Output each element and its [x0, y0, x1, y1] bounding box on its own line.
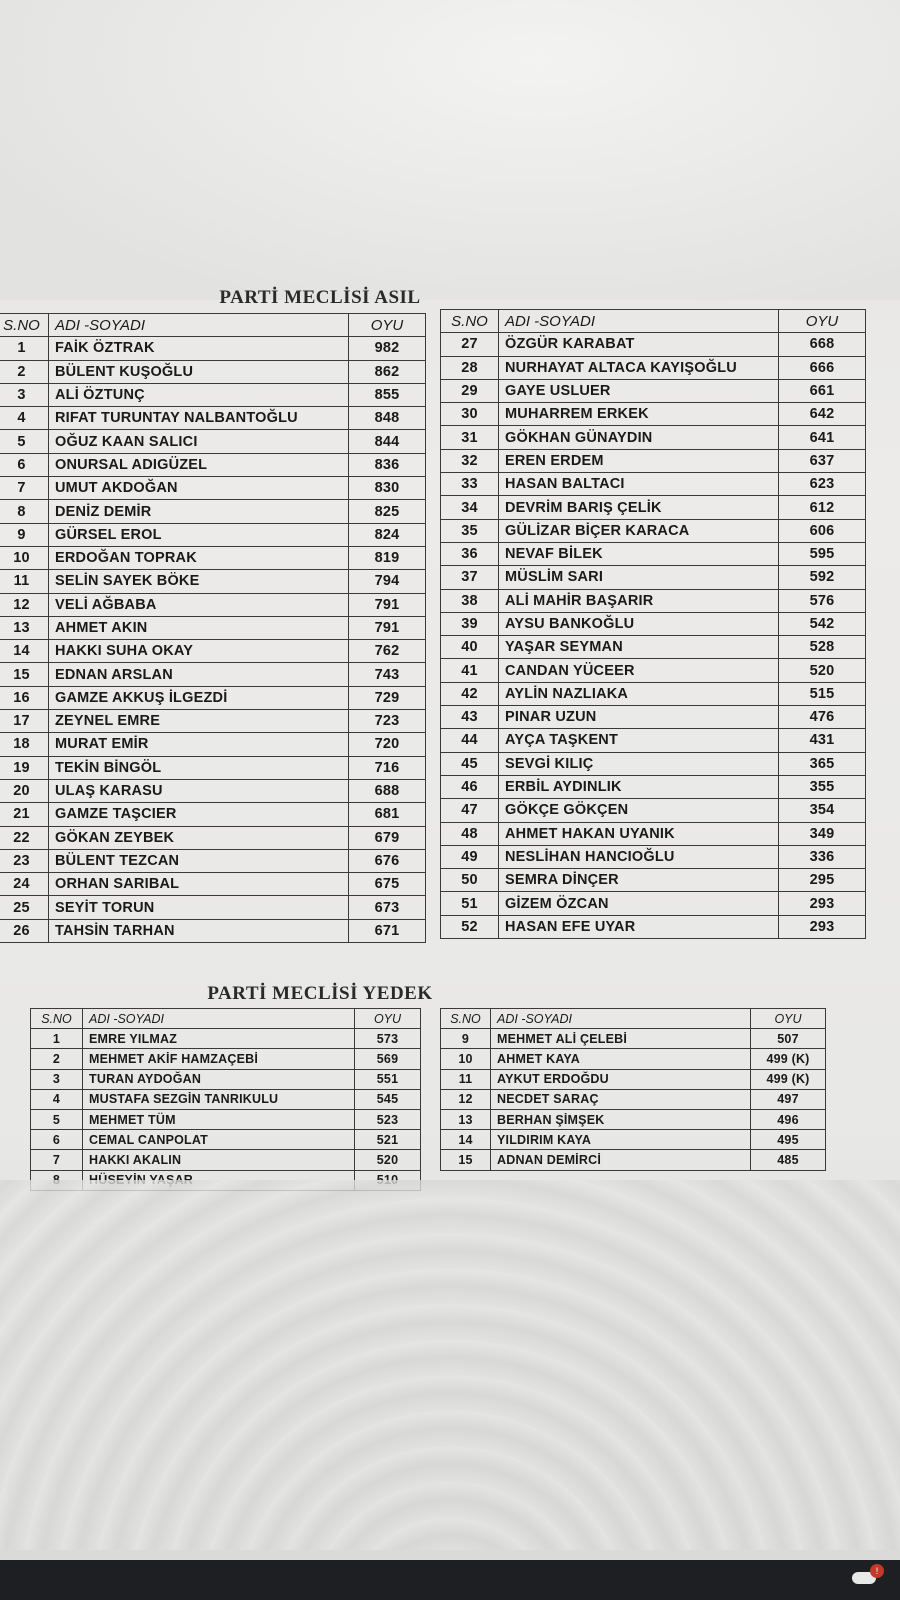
cell-votes: 497	[751, 1089, 826, 1109]
cell-name: HASAN EFE UYAR	[499, 915, 779, 938]
cell-no: 15	[441, 1150, 491, 1170]
table-row	[441, 1029, 826, 1049]
cell-votes: 830	[349, 477, 426, 500]
cell-name: GAMZE TAŞCIER	[49, 803, 349, 826]
table-row	[31, 1069, 421, 1089]
table-row	[0, 686, 426, 709]
cell-no: 10	[441, 1049, 491, 1069]
table-row	[31, 1130, 421, 1150]
cell-no: 34	[441, 496, 499, 519]
table-row	[0, 477, 426, 500]
cell-no: 27	[441, 333, 499, 356]
cell-votes: 365	[779, 752, 866, 775]
yedek-table-left	[30, 1008, 421, 1191]
cell-votes: 476	[779, 706, 866, 729]
table-row	[441, 496, 866, 519]
table-body	[441, 1029, 826, 1170]
cell-name: GİZEM ÖZCAN	[499, 892, 779, 915]
header-no: S.NO	[441, 310, 499, 333]
table-body	[441, 333, 866, 939]
table-row	[441, 426, 866, 449]
table-body	[31, 1029, 421, 1191]
table-row	[441, 1150, 826, 1170]
asil-title: PARTİ MECLİSİ ASIL	[219, 287, 421, 308]
cell-name: GÖKHAN GÜNAYDIN	[499, 426, 779, 449]
table-row	[441, 752, 866, 775]
cell-votes: 720	[349, 733, 426, 756]
table-row	[0, 430, 426, 453]
table-row	[31, 1029, 421, 1049]
table-row	[441, 333, 866, 356]
cell-name: GÜRSEL EROL	[49, 523, 349, 546]
cell-name: AYÇA TAŞKENT	[499, 729, 779, 752]
cell-name: TURAN AYDOĞAN	[83, 1069, 355, 1089]
table-row	[441, 612, 866, 635]
cell-no: 2	[31, 1049, 83, 1069]
cell-votes: 681	[349, 803, 426, 826]
cell-name: DEVRİM BARIŞ ÇELİK	[499, 496, 779, 519]
cell-name: SEVGİ KILIÇ	[499, 752, 779, 775]
table-row	[441, 706, 866, 729]
table-row	[0, 640, 426, 663]
cell-name: MURAT EMİR	[49, 733, 349, 756]
table-header-row	[441, 1009, 826, 1029]
cell-name: VELİ AĞBABA	[49, 593, 349, 616]
cell-no: 47	[441, 799, 499, 822]
cell-no: 4	[0, 407, 49, 430]
cell-votes: 982	[349, 337, 426, 360]
asil-table-right	[440, 309, 866, 939]
cell-no: 38	[441, 589, 499, 612]
table-row	[0, 733, 426, 756]
cell-name: MUSTAFA SEZGİN TANRIKULU	[83, 1089, 355, 1109]
cell-votes: 293	[779, 892, 866, 915]
cell-name: EMRE YILMAZ	[83, 1029, 355, 1049]
notification-badge: !	[870, 1564, 884, 1578]
cell-votes: 794	[349, 570, 426, 593]
cell-no: 11	[0, 570, 49, 593]
cell-no: 21	[0, 803, 49, 826]
cell-name: HAKKI SUHA OKAY	[49, 640, 349, 663]
cell-no: 29	[441, 379, 499, 402]
cell-no: 10	[0, 546, 49, 569]
cell-name: GAYE USLUER	[499, 379, 779, 402]
cell-no: 16	[0, 686, 49, 709]
table-row	[0, 337, 426, 360]
cell-no: 31	[441, 426, 499, 449]
table-row	[441, 1109, 826, 1129]
table-row	[0, 826, 426, 849]
cell-no: 41	[441, 659, 499, 682]
header-name: ADI -SOYADI	[49, 314, 349, 337]
cell-no: 17	[0, 710, 49, 733]
cell-name: SEMRA DİNÇER	[499, 869, 779, 892]
cell-no: 39	[441, 612, 499, 635]
cell-votes: 679	[349, 826, 426, 849]
cell-no: 40	[441, 636, 499, 659]
header-no: S.NO	[31, 1009, 83, 1029]
cell-votes: 499 (K)	[751, 1069, 826, 1089]
cell-votes: 836	[349, 453, 426, 476]
cell-name: DENİZ DEMİR	[49, 500, 349, 523]
cell-name: GÖKAN ZEYBEK	[49, 826, 349, 849]
cell-no: 1	[31, 1029, 83, 1049]
cell-votes: 336	[779, 845, 866, 868]
cell-name: ORHAN SARIBAL	[49, 873, 349, 896]
cell-votes: 729	[349, 686, 426, 709]
yedek-table-right	[440, 1008, 826, 1171]
cell-votes: 666	[779, 356, 866, 379]
table-row	[31, 1109, 421, 1129]
cell-name: NURHAYAT ALTACA KAYIŞOĞLU	[499, 356, 779, 379]
table-row	[441, 473, 866, 496]
cell-votes: 592	[779, 566, 866, 589]
header-votes: OYU	[349, 314, 426, 337]
cell-no: 14	[0, 640, 49, 663]
cell-votes: 791	[349, 593, 426, 616]
cell-votes: 642	[779, 403, 866, 426]
cell-no: 22	[0, 826, 49, 849]
header-name: ADI -SOYADI	[491, 1009, 751, 1029]
table-row	[0, 407, 426, 430]
table-body	[0, 337, 426, 943]
cell-name: GÜLİZAR BİÇER KARACA	[499, 519, 779, 542]
cell-no: 4	[31, 1089, 83, 1109]
cell-name: MÜSLİM SARI	[499, 566, 779, 589]
cell-name: SEYİT TORUN	[49, 896, 349, 919]
table-row	[441, 682, 866, 705]
screen-moire-background	[0, 1180, 900, 1550]
cell-name: AYKUT ERDOĞDU	[491, 1069, 751, 1089]
cell-no: 7	[0, 477, 49, 500]
table-row	[0, 896, 426, 919]
cell-votes: 523	[355, 1109, 421, 1129]
table-row	[441, 729, 866, 752]
cell-votes: 499 (K)	[751, 1049, 826, 1069]
cell-no: 23	[0, 849, 49, 872]
table-row	[441, 659, 866, 682]
cell-no: 37	[441, 566, 499, 589]
cell-no: 6	[31, 1130, 83, 1150]
cell-votes: 515	[779, 682, 866, 705]
cell-votes: 673	[349, 896, 426, 919]
cell-votes: 496	[751, 1109, 826, 1129]
table-row	[441, 356, 866, 379]
cell-votes: 551	[355, 1069, 421, 1089]
table-row	[0, 849, 426, 872]
cell-no: 36	[441, 542, 499, 565]
cell-no: 48	[441, 822, 499, 845]
cell-no: 9	[0, 523, 49, 546]
table-row	[441, 869, 866, 892]
cell-votes: 293	[779, 915, 866, 938]
cell-no: 9	[441, 1029, 491, 1049]
cell-votes: 520	[355, 1150, 421, 1170]
cell-no: 5	[31, 1109, 83, 1129]
cell-no: 7	[31, 1150, 83, 1170]
table-row	[441, 519, 866, 542]
cell-votes: 762	[349, 640, 426, 663]
cell-votes: 661	[779, 379, 866, 402]
cell-name: CEMAL CANPOLAT	[83, 1130, 355, 1150]
cell-votes: 848	[349, 407, 426, 430]
cell-votes: 743	[349, 663, 426, 686]
cell-votes: 595	[779, 542, 866, 565]
table-row	[31, 1049, 421, 1069]
cell-name: SELİN SAYEK BÖKE	[49, 570, 349, 593]
table-row	[441, 589, 866, 612]
table-row	[441, 845, 866, 868]
table-row	[0, 779, 426, 802]
cell-no: 49	[441, 845, 499, 868]
screen-glare	[0, 0, 900, 300]
cell-name: NESLİHAN HANCIOĞLU	[499, 845, 779, 868]
cell-no: 6	[0, 453, 49, 476]
table-row	[0, 383, 426, 406]
cell-votes: 606	[779, 519, 866, 542]
cell-no: 45	[441, 752, 499, 775]
cell-no: 3	[0, 383, 49, 406]
table-row	[441, 799, 866, 822]
cell-name: NECDET SARAÇ	[491, 1089, 751, 1109]
cell-no: 50	[441, 869, 499, 892]
header-votes: OYU	[779, 310, 866, 333]
cell-name: MEHMET TÜM	[83, 1109, 355, 1129]
cell-no: 24	[0, 873, 49, 896]
cell-votes: 819	[349, 546, 426, 569]
table-row	[441, 1130, 826, 1150]
table-row	[0, 570, 426, 593]
cell-name: YAŞAR SEYMAN	[499, 636, 779, 659]
cell-votes: 521	[355, 1130, 421, 1150]
cell-name: BERHAN ŞİMŞEK	[491, 1109, 751, 1129]
cell-votes: 623	[779, 473, 866, 496]
table-row	[441, 915, 866, 938]
cell-votes: 485	[751, 1150, 826, 1170]
cell-votes: 637	[779, 449, 866, 472]
table-row	[0, 593, 426, 616]
cloud-icon[interactable]	[852, 1566, 878, 1586]
cell-votes: 668	[779, 333, 866, 356]
cell-name: ERBİL AYDINLIK	[499, 775, 779, 798]
cell-name: UMUT AKDOĞAN	[49, 477, 349, 500]
cell-votes: 542	[779, 612, 866, 635]
table-header-row	[31, 1009, 421, 1029]
cell-no: 18	[0, 733, 49, 756]
cell-votes: 676	[349, 849, 426, 872]
cell-votes: 349	[779, 822, 866, 845]
taskbar	[0, 1560, 900, 1600]
table-row	[441, 542, 866, 565]
cell-votes: 825	[349, 500, 426, 523]
cell-no: 32	[441, 449, 499, 472]
cell-name: TEKİN BİNGÖL	[49, 756, 349, 779]
cell-no: 19	[0, 756, 49, 779]
cell-no: 42	[441, 682, 499, 705]
cell-name: OĞUZ KAAN SALICI	[49, 430, 349, 453]
table-row	[0, 360, 426, 383]
cell-votes: 520	[779, 659, 866, 682]
cell-no: 25	[0, 896, 49, 919]
cell-name: MEHMET ALİ ÇELEBİ	[491, 1029, 751, 1049]
cell-name: EREN ERDEM	[499, 449, 779, 472]
table-row	[0, 710, 426, 733]
header-no: S.NO	[441, 1009, 491, 1029]
cell-name: ADNAN DEMİRCİ	[491, 1150, 751, 1170]
header-name: ADI -SOYADI	[499, 310, 779, 333]
cell-name: MUHARREM ERKEK	[499, 403, 779, 426]
cell-votes: 354	[779, 799, 866, 822]
cell-no: 12	[0, 593, 49, 616]
cell-name: YILDIRIM KAYA	[491, 1130, 751, 1150]
table-row	[0, 500, 426, 523]
cell-votes: 723	[349, 710, 426, 733]
cell-votes: 576	[779, 589, 866, 612]
table-row	[441, 449, 866, 472]
cell-name: AHMET HAKAN UYANIK	[499, 822, 779, 845]
cell-name: ERDOĞAN TOPRAK	[49, 546, 349, 569]
cell-no: 35	[441, 519, 499, 542]
table-row	[0, 803, 426, 826]
cell-votes: 355	[779, 775, 866, 798]
table-header-row	[441, 310, 866, 333]
asil-table-left	[0, 313, 426, 943]
cell-no: 13	[441, 1109, 491, 1129]
cell-name: HASAN BALTACI	[499, 473, 779, 496]
cell-name: EDNAN ARSLAN	[49, 663, 349, 686]
table-row	[0, 616, 426, 639]
cell-name: TAHSİN TARHAN	[49, 919, 349, 942]
cell-no: 52	[441, 915, 499, 938]
cell-no: 1	[0, 337, 49, 360]
table-header-row	[0, 314, 426, 337]
cell-name: ALİ MAHİR BAŞARIR	[499, 589, 779, 612]
cell-no: 26	[0, 919, 49, 942]
cell-name: FAİK ÖZTRAK	[49, 337, 349, 360]
cell-no: 28	[441, 356, 499, 379]
table-row	[0, 919, 426, 942]
cell-votes: 545	[355, 1089, 421, 1109]
cell-name: CANDAN YÜCEER	[499, 659, 779, 682]
cell-votes: 844	[349, 430, 426, 453]
header-votes: OYU	[751, 1009, 826, 1029]
header-no: S.NO	[0, 314, 49, 337]
table-row	[0, 546, 426, 569]
table-row	[441, 1049, 826, 1069]
cell-no: 15	[0, 663, 49, 686]
cell-name: ZEYNEL EMRE	[49, 710, 349, 733]
table-row	[441, 636, 866, 659]
yedek-title: PARTİ MECLİSİ YEDEK	[207, 983, 433, 1004]
cell-no: 12	[441, 1089, 491, 1109]
cell-name: PINAR UZUN	[499, 706, 779, 729]
cell-no: 3	[31, 1069, 83, 1089]
cell-no: 11	[441, 1069, 491, 1089]
cell-name: AYSU BANKOĞLU	[499, 612, 779, 635]
cell-name: RIFAT TURUNTAY NALBANTOĞLU	[49, 407, 349, 430]
table-row	[0, 663, 426, 686]
table-row	[441, 892, 866, 915]
cell-name: AYLİN NAZLIAKA	[499, 682, 779, 705]
cell-votes: 716	[349, 756, 426, 779]
cell-no: 8	[0, 500, 49, 523]
cell-votes: 295	[779, 869, 866, 892]
cell-no: 20	[0, 779, 49, 802]
cell-name: AHMET KAYA	[491, 1049, 751, 1069]
cell-name: ALİ ÖZTUNÇ	[49, 383, 349, 406]
cell-name: GÖKÇE GÖKÇEN	[499, 799, 779, 822]
cell-no: 2	[0, 360, 49, 383]
table-row	[441, 379, 866, 402]
table-row	[0, 756, 426, 779]
cell-no: 14	[441, 1130, 491, 1150]
cell-votes: 675	[349, 873, 426, 896]
cell-votes: 688	[349, 779, 426, 802]
table-row	[0, 453, 426, 476]
cell-name: BÜLENT KUŞOĞLU	[49, 360, 349, 383]
table-row	[441, 1089, 826, 1109]
cell-name: GAMZE AKKUŞ İLGEZDİ	[49, 686, 349, 709]
table-row	[441, 822, 866, 845]
cell-votes: 641	[779, 426, 866, 449]
cell-votes: 671	[349, 919, 426, 942]
cell-no: 33	[441, 473, 499, 496]
cell-votes: 431	[779, 729, 866, 752]
cell-name: AHMET AKIN	[49, 616, 349, 639]
table-row	[441, 775, 866, 798]
table-row	[31, 1089, 421, 1109]
cell-votes: 791	[349, 616, 426, 639]
cell-votes: 612	[779, 496, 866, 519]
cell-no: 44	[441, 729, 499, 752]
table-row	[441, 403, 866, 426]
cell-name: NEVAF BİLEK	[499, 542, 779, 565]
cell-votes: 507	[751, 1029, 826, 1049]
table-row	[0, 873, 426, 896]
cell-no: 30	[441, 403, 499, 426]
cell-votes: 528	[779, 636, 866, 659]
cell-name: MEHMET AKİF HAMZAÇEBİ	[83, 1049, 355, 1069]
cell-no: 13	[0, 616, 49, 639]
cell-votes: 862	[349, 360, 426, 383]
header-votes: OYU	[355, 1009, 421, 1029]
cell-name: BÜLENT TEZCAN	[49, 849, 349, 872]
table-row	[31, 1150, 421, 1170]
cell-votes: 573	[355, 1029, 421, 1049]
cell-no: 51	[441, 892, 499, 915]
cell-no: 5	[0, 430, 49, 453]
table-row	[441, 566, 866, 589]
cell-name: ULAŞ KARASU	[49, 779, 349, 802]
cell-name: HAKKI AKALIN	[83, 1150, 355, 1170]
cell-votes: 569	[355, 1049, 421, 1069]
cell-name: ONURSAL ADIGÜZEL	[49, 453, 349, 476]
table-row	[0, 523, 426, 546]
cell-name: ÖZGÜR KARABAT	[499, 333, 779, 356]
cell-votes: 495	[751, 1130, 826, 1150]
cell-votes: 824	[349, 523, 426, 546]
cell-no: 46	[441, 775, 499, 798]
cell-no: 43	[441, 706, 499, 729]
table-row	[441, 1069, 826, 1089]
header-name: ADI -SOYADI	[83, 1009, 355, 1029]
cell-votes: 855	[349, 383, 426, 406]
